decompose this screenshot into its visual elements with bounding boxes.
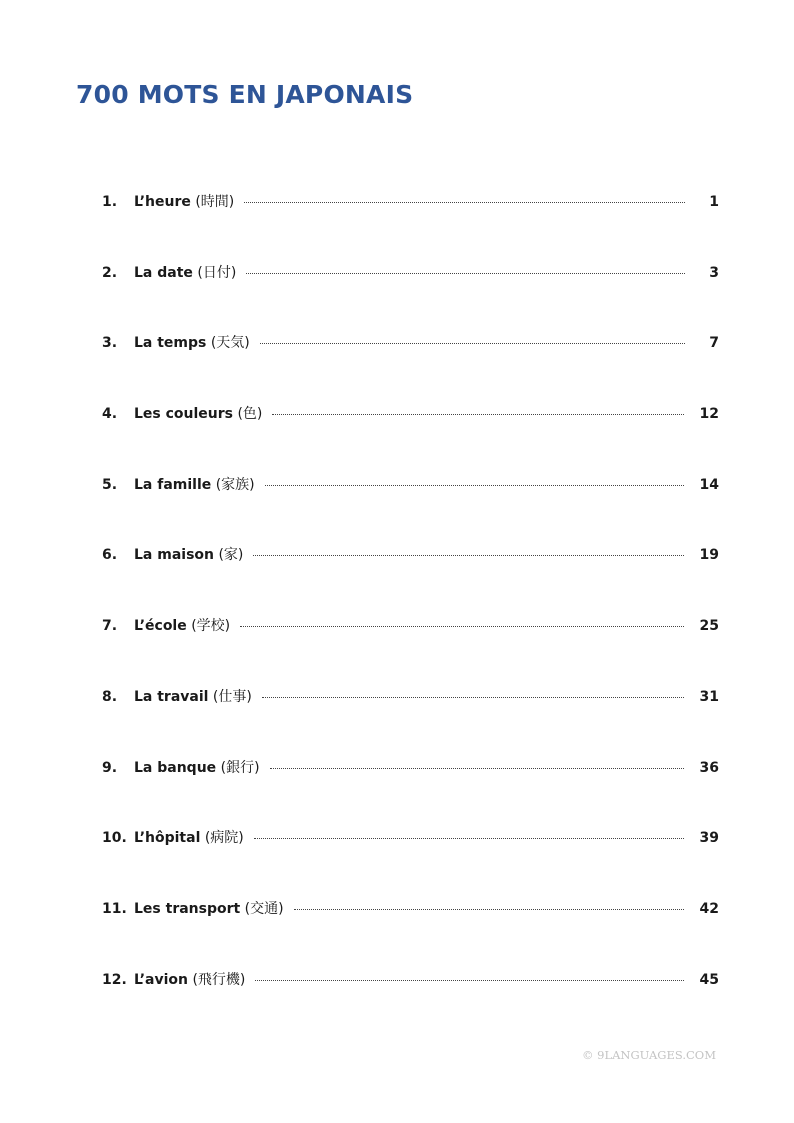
toc-entry-number: 6. bbox=[102, 547, 118, 564]
toc-entry-label-fr: L’école bbox=[134, 618, 187, 635]
toc-entry-number: 5. bbox=[102, 476, 118, 493]
toc-entry-label-fr: Les couleurs bbox=[134, 406, 234, 423]
toc-entry[interactable] bbox=[102, 474, 719, 545]
table-of-contents bbox=[102, 191, 719, 1039]
toc-entry-label-fr: La banque bbox=[134, 759, 217, 776]
toc-entry-label-jp: (天気) bbox=[210, 335, 250, 352]
toc-entry-number: 4. bbox=[102, 406, 118, 423]
toc-entry-label-fr: L’avion bbox=[134, 971, 188, 988]
toc-dot-leader bbox=[294, 909, 684, 910]
toc-entry-label-jp: (学校) bbox=[191, 618, 231, 635]
toc-dot-leader bbox=[254, 838, 684, 839]
toc-entry-label-fr: La maison bbox=[134, 547, 214, 564]
toc-entry-page: 42 bbox=[699, 900, 719, 917]
toc-entry-label-jp: (交通) bbox=[244, 900, 284, 917]
toc-entry-label-jp: (病院) bbox=[204, 830, 244, 847]
toc-entry-number: 9. bbox=[102, 759, 118, 776]
toc-entry-page: 7 bbox=[709, 335, 719, 352]
toc-dot-leader bbox=[272, 414, 683, 415]
toc-entry-label-jp: (家族) bbox=[215, 476, 255, 493]
toc-entry-label bbox=[134, 757, 260, 777]
toc-dot-leader bbox=[246, 273, 685, 274]
toc-entry-page: 19 bbox=[699, 547, 719, 564]
toc-entry-label bbox=[134, 262, 236, 282]
toc-entry-label bbox=[134, 969, 245, 989]
toc-entry-label bbox=[134, 332, 250, 352]
toc-entry-page: 3 bbox=[709, 264, 719, 281]
toc-dot-leader bbox=[255, 980, 683, 981]
toc-entry-label-fr: L’hôpital bbox=[134, 830, 201, 847]
toc-dot-leader bbox=[262, 697, 684, 698]
toc-entry[interactable] bbox=[102, 757, 719, 828]
toc-entry[interactable] bbox=[102, 191, 719, 262]
toc-entry-label-fr: La travail bbox=[134, 688, 209, 705]
toc-entry-label bbox=[134, 686, 252, 706]
toc-entry-label-fr: La temps bbox=[134, 335, 207, 352]
toc-entry-label-fr: L’heure bbox=[134, 194, 191, 210]
toc-entry-number: 3. bbox=[102, 335, 118, 352]
toc-entry[interactable] bbox=[102, 403, 719, 474]
toc-entry-page: 39 bbox=[699, 830, 719, 847]
toc-entry-label-jp: (飛行機) bbox=[192, 971, 246, 988]
toc-entry-number: 1. bbox=[102, 194, 118, 210]
toc-entry-label bbox=[134, 474, 255, 494]
toc-entry-number: 7. bbox=[102, 618, 118, 635]
toc-entry-label bbox=[134, 544, 243, 564]
toc-entry[interactable] bbox=[102, 827, 719, 898]
toc-entry[interactable] bbox=[102, 332, 719, 403]
toc-entry-page: 25 bbox=[699, 618, 719, 635]
toc-entry-label-jp: (時間) bbox=[195, 194, 235, 210]
toc-entry-page: 31 bbox=[699, 688, 719, 705]
toc-dot-leader bbox=[265, 485, 684, 486]
toc-entry-number: 8. bbox=[102, 688, 118, 705]
toc-entry-label bbox=[134, 898, 284, 918]
toc-entry-label bbox=[134, 827, 244, 847]
toc-dot-leader bbox=[260, 343, 685, 344]
toc-entry[interactable] bbox=[102, 262, 719, 333]
toc-entry-number: 2. bbox=[102, 264, 118, 281]
toc-entry[interactable] bbox=[102, 898, 719, 969]
toc-entry[interactable] bbox=[102, 615, 719, 686]
toc-dot-leader bbox=[253, 555, 683, 556]
toc-entry-label bbox=[134, 191, 234, 211]
toc-entry-number: 10. bbox=[102, 830, 127, 847]
toc-entry-number: 11. bbox=[102, 900, 127, 917]
toc-entry-label bbox=[134, 403, 262, 423]
toc-entry-page: 1 bbox=[709, 194, 719, 210]
toc-entry-page: 45 bbox=[699, 971, 719, 988]
toc-entry-label-jp: (色) bbox=[237, 406, 263, 423]
toc-entry-label-jp: (家) bbox=[218, 547, 244, 564]
toc-entry-page: 14 bbox=[699, 476, 719, 493]
toc-entry-label-fr: La date bbox=[134, 264, 193, 281]
toc-entry-number: 12. bbox=[102, 971, 127, 988]
toc-entry-label-fr: La famille bbox=[134, 476, 212, 493]
toc-entry-page: 12 bbox=[699, 406, 719, 423]
toc-entry-label-jp: (仕事) bbox=[212, 688, 252, 705]
page-title: 700 MOTS EN JAPONAIS bbox=[76, 80, 414, 109]
toc-dot-leader bbox=[244, 202, 685, 203]
toc-entry[interactable] bbox=[102, 544, 719, 615]
toc-entry-label-jp: (銀行) bbox=[220, 759, 260, 776]
footer-copyright: © 9LANGUAGES.COM bbox=[581, 1048, 716, 1062]
toc-entry[interactable] bbox=[102, 686, 719, 757]
toc-entry[interactable] bbox=[102, 969, 719, 1040]
toc-entry-label bbox=[134, 615, 230, 635]
toc-entry-label-fr: Les transport bbox=[134, 900, 241, 917]
toc-dot-leader bbox=[270, 768, 684, 769]
toc-dot-leader bbox=[240, 626, 683, 627]
toc-entry-page: 36 bbox=[699, 759, 719, 776]
toc-entry-label-jp: (日付) bbox=[197, 264, 237, 281]
